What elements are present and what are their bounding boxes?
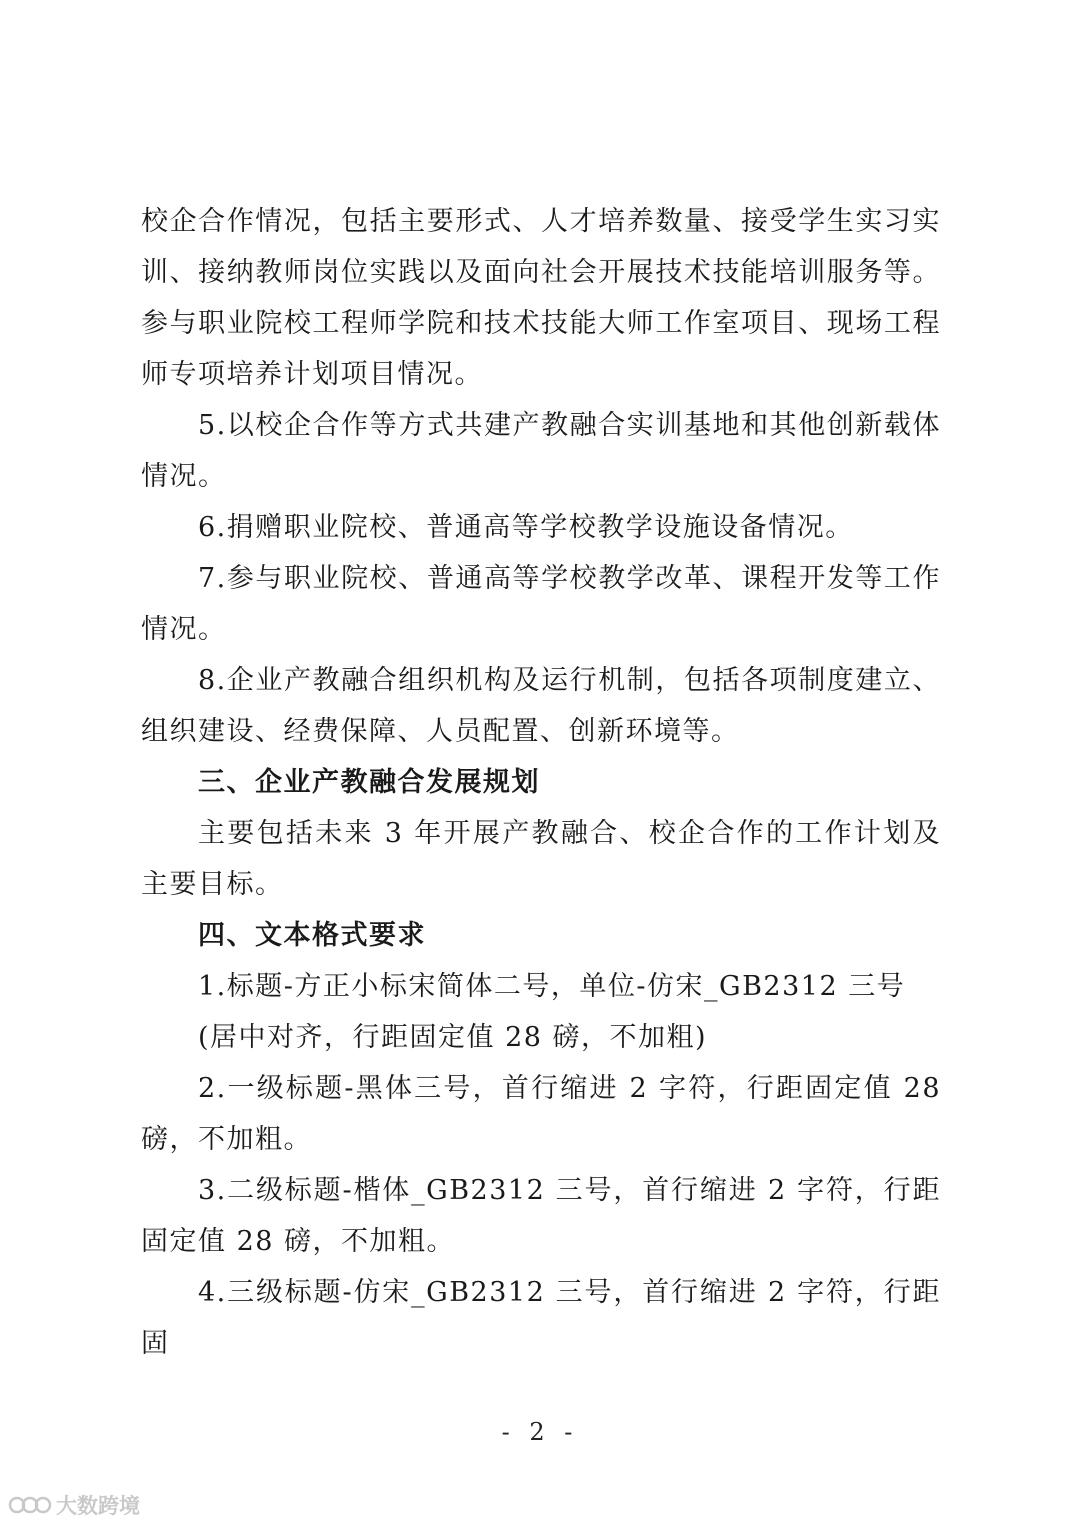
format-item-1-note: (居中对齐，行距固定值 28 磅，不加粗) — [198, 1022, 708, 1053]
list-item-7: 7.参与职业院校、普通高等学校教学改革、课程开发等工作情况。 — [141, 563, 941, 645]
section-heading-4: 四、文本格式要求 — [198, 920, 426, 951]
paragraph-school-enterprise-cooperation: 校企合作情况，包括主要形式、人才培养数量、接受学生实习实训、接纳教师岗位实践以及面向社会开展技术技能培训服务等。参与职业院校工程师学院和技术技能大师工作室项目、现场工程师专项培养计划项目情况。 — [141, 206, 941, 390]
format-item-1: 1.标题-方正小标宋简体二号，单位-仿宋_GB2312 三号 — [198, 971, 906, 1002]
document-body — [141, 196, 941, 1369]
page-number: - 2 - — [501, 1418, 579, 1446]
list-item-8: 8.企业产教融合组织机构及运行机制，包括各项制度建立、组织建设、经费保障、人员配置、创新环境等。 — [141, 665, 941, 747]
paragraph-development-plan: 主要包括未来 3 年开展产教融合、校企合作的工作计划及主要目标。 — [141, 818, 941, 900]
list-item-5: 5.以校企合作等方式共建产教融合实训基地和其他创新载体情况。 — [141, 410, 941, 492]
watermark-text: 大数跨境 — [56, 1494, 140, 1518]
logo-icon — [8, 1494, 52, 1516]
format-item-3: 3.二级标题-楷体_GB2312 三号，首行缩进 2 字符，行距固定值 28 磅，不加粗。 — [141, 1175, 941, 1257]
section-heading-3: 三、企业产教融合发展规划 — [198, 767, 540, 798]
watermark — [8, 1490, 140, 1520]
list-item-6: 6.捐赠职业院校、普通高等学校教学设施设备情况。 — [198, 512, 854, 543]
format-item-4: 4.三级标题-仿宋_GB2312 三号，首行缩进 2 字符，行距固 — [141, 1277, 941, 1359]
format-item-2: 2.一级标题-黑体三号，首行缩进 2 字符，行距固定值 28 磅，不加粗。 — [141, 1073, 941, 1155]
